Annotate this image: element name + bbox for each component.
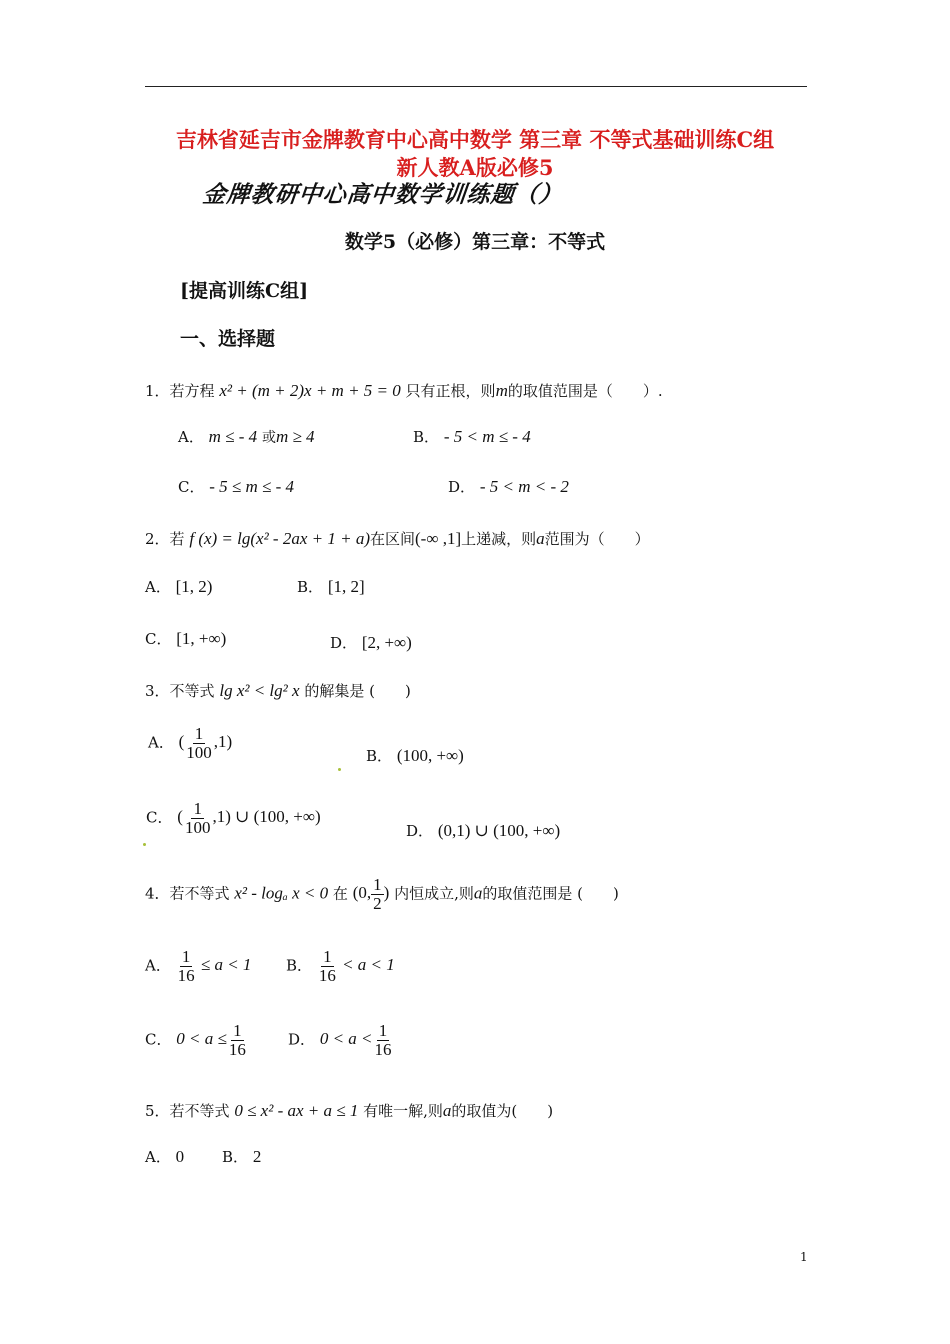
question-text: 若方程: [169, 382, 215, 400]
option-math: (0,1) ∪ (100, +∞): [437, 821, 561, 840]
header-rule: [145, 86, 807, 87]
option-d: [288, 1022, 394, 1059]
option-d: [406, 820, 560, 841]
option-label: C．: [145, 1030, 172, 1049]
option-math: - 5 ≤ m ≤ - 4: [209, 477, 295, 496]
option-label: D．: [330, 634, 358, 652]
equation: x² - logₐ x < 0: [234, 883, 329, 903]
option-label: A．: [145, 1148, 171, 1166]
document-title-line1: 吉林省延吉市金牌教育中心高中数学 第三章 不等式基础训练C组: [175, 127, 775, 152]
question-text: 的取值范围是 ( ): [482, 884, 619, 903]
option-math: ( $\frac{1}{100}$ ,1) ∪ (100, +∞): [177, 799, 321, 837]
group-heading: [提高训练C组]: [180, 280, 309, 302]
option-math: m ≥ 4: [275, 427, 315, 446]
variable: a: [536, 529, 545, 548]
option-label: C．: [146, 808, 173, 827]
option-label: B．: [297, 578, 324, 596]
question-text: 若不等式: [169, 884, 230, 903]
question-1: [145, 380, 663, 401]
page-number: 1: [800, 1250, 808, 1264]
option-b: [297, 576, 365, 597]
option-c: [178, 476, 294, 497]
option-math: $\frac{1}{16}$ ≤ a < 1: [177, 947, 252, 985]
option-math: (100, +∞): [396, 746, 464, 765]
option-b: [286, 948, 395, 985]
option-math: 0 < a < $\frac{1}{16}$: [319, 1021, 392, 1059]
option-a: [178, 426, 315, 447]
question-number: 2．: [145, 530, 170, 548]
question-text: 在区间: [370, 530, 416, 548]
option-c: [145, 628, 226, 649]
option-a: [145, 576, 212, 597]
option-label: A．: [178, 428, 204, 446]
question-2: [145, 528, 650, 549]
option-label: D．: [448, 478, 476, 496]
option-label: D．: [406, 822, 434, 840]
option-c: [145, 1022, 248, 1059]
question-text: 内恒成立,则: [394, 884, 474, 903]
option-math: [1, 2]: [327, 577, 365, 596]
question-text: 在: [332, 884, 348, 903]
question-number: 3．: [145, 682, 170, 700]
document-title-line2: 新人教A版必修5: [396, 155, 554, 180]
option-label: B．: [222, 1148, 249, 1166]
variable: m: [495, 381, 508, 400]
option-math: 0 < a ≤ $\frac{1}{16}$: [176, 1021, 246, 1059]
option-b: [222, 1146, 261, 1167]
question-5: [145, 1100, 553, 1121]
question-text: 范围为（ ）: [544, 530, 650, 548]
equation: 0 ≤ x² - ax + a ≤ 1: [234, 1101, 359, 1120]
question-3: [145, 680, 411, 701]
option-text: 或: [261, 430, 276, 446]
equation: x² + (m + 2)x + m + 5 = 0: [219, 381, 401, 400]
interval: (-∞ ,1]: [415, 529, 462, 548]
option-label: A．: [145, 578, 171, 596]
equation: lg x² < lg² x: [219, 681, 300, 700]
question-text: 只有正根，则: [405, 382, 496, 400]
question-text: 的取值为( ): [451, 1102, 554, 1120]
option-d: [330, 632, 412, 653]
interval: (0, $\frac{1}{2}$ ): [352, 875, 390, 913]
option-a: [148, 725, 232, 762]
option-label: B．: [286, 956, 313, 975]
option-math: 0: [175, 1147, 185, 1166]
option-label: C．: [145, 630, 172, 648]
option-math: - 5 < m < - 2: [479, 477, 569, 496]
option-b: [413, 426, 531, 447]
option-a: [145, 1146, 184, 1167]
option-math: [2, +∞): [361, 633, 412, 652]
question-text: 不等式: [169, 682, 215, 700]
option-math: $\frac{1}{16}$ < a < 1: [318, 947, 395, 985]
option-math: 2: [252, 1147, 262, 1166]
brush-heading: 金牌教研中心高中数学训练题（）: [201, 181, 565, 208]
option-label: A．: [148, 733, 174, 752]
option-d: [448, 476, 569, 497]
question-text: 的取值范围是（ ）.: [507, 382, 663, 400]
question-number: 5．: [145, 1102, 170, 1120]
question-4: [145, 876, 619, 913]
option-a: [145, 948, 251, 985]
option-label: B．: [366, 747, 393, 765]
option-label: C．: [178, 478, 205, 496]
question-text: 的解集是 ( ): [304, 682, 411, 700]
option-c: [146, 800, 321, 837]
variable: a: [442, 1101, 452, 1120]
option-math: ( $\frac{1}{100}$ ,1): [178, 724, 233, 762]
option-math: [1, +∞): [176, 629, 227, 648]
question-number: 1．: [145, 382, 170, 400]
chapter-heading: 数学5（必修）第三章：不等式: [344, 231, 606, 253]
option-math: [1, 2): [175, 577, 213, 596]
stray-dot: [338, 768, 341, 771]
option-label: D．: [288, 1030, 316, 1049]
option-b: [366, 745, 464, 766]
option-math: m ≤ - 4: [208, 427, 258, 446]
question-text: 若不等式: [169, 1102, 230, 1120]
option-label: A．: [145, 956, 171, 975]
variable: a: [473, 883, 483, 903]
question-text: 有唯一解,则: [363, 1102, 443, 1120]
question-number: 4．: [145, 884, 170, 903]
question-text: 若: [169, 530, 185, 548]
option-math: - 5 < m ≤ - 4: [443, 427, 531, 446]
question-text: 上递减，则: [461, 530, 537, 548]
option-label: B．: [413, 428, 440, 446]
stray-dot: [143, 843, 146, 846]
equation: f (x) = lg(x² - 2ax + 1 + a): [189, 529, 370, 548]
section-heading: 一、选择题: [180, 328, 276, 350]
